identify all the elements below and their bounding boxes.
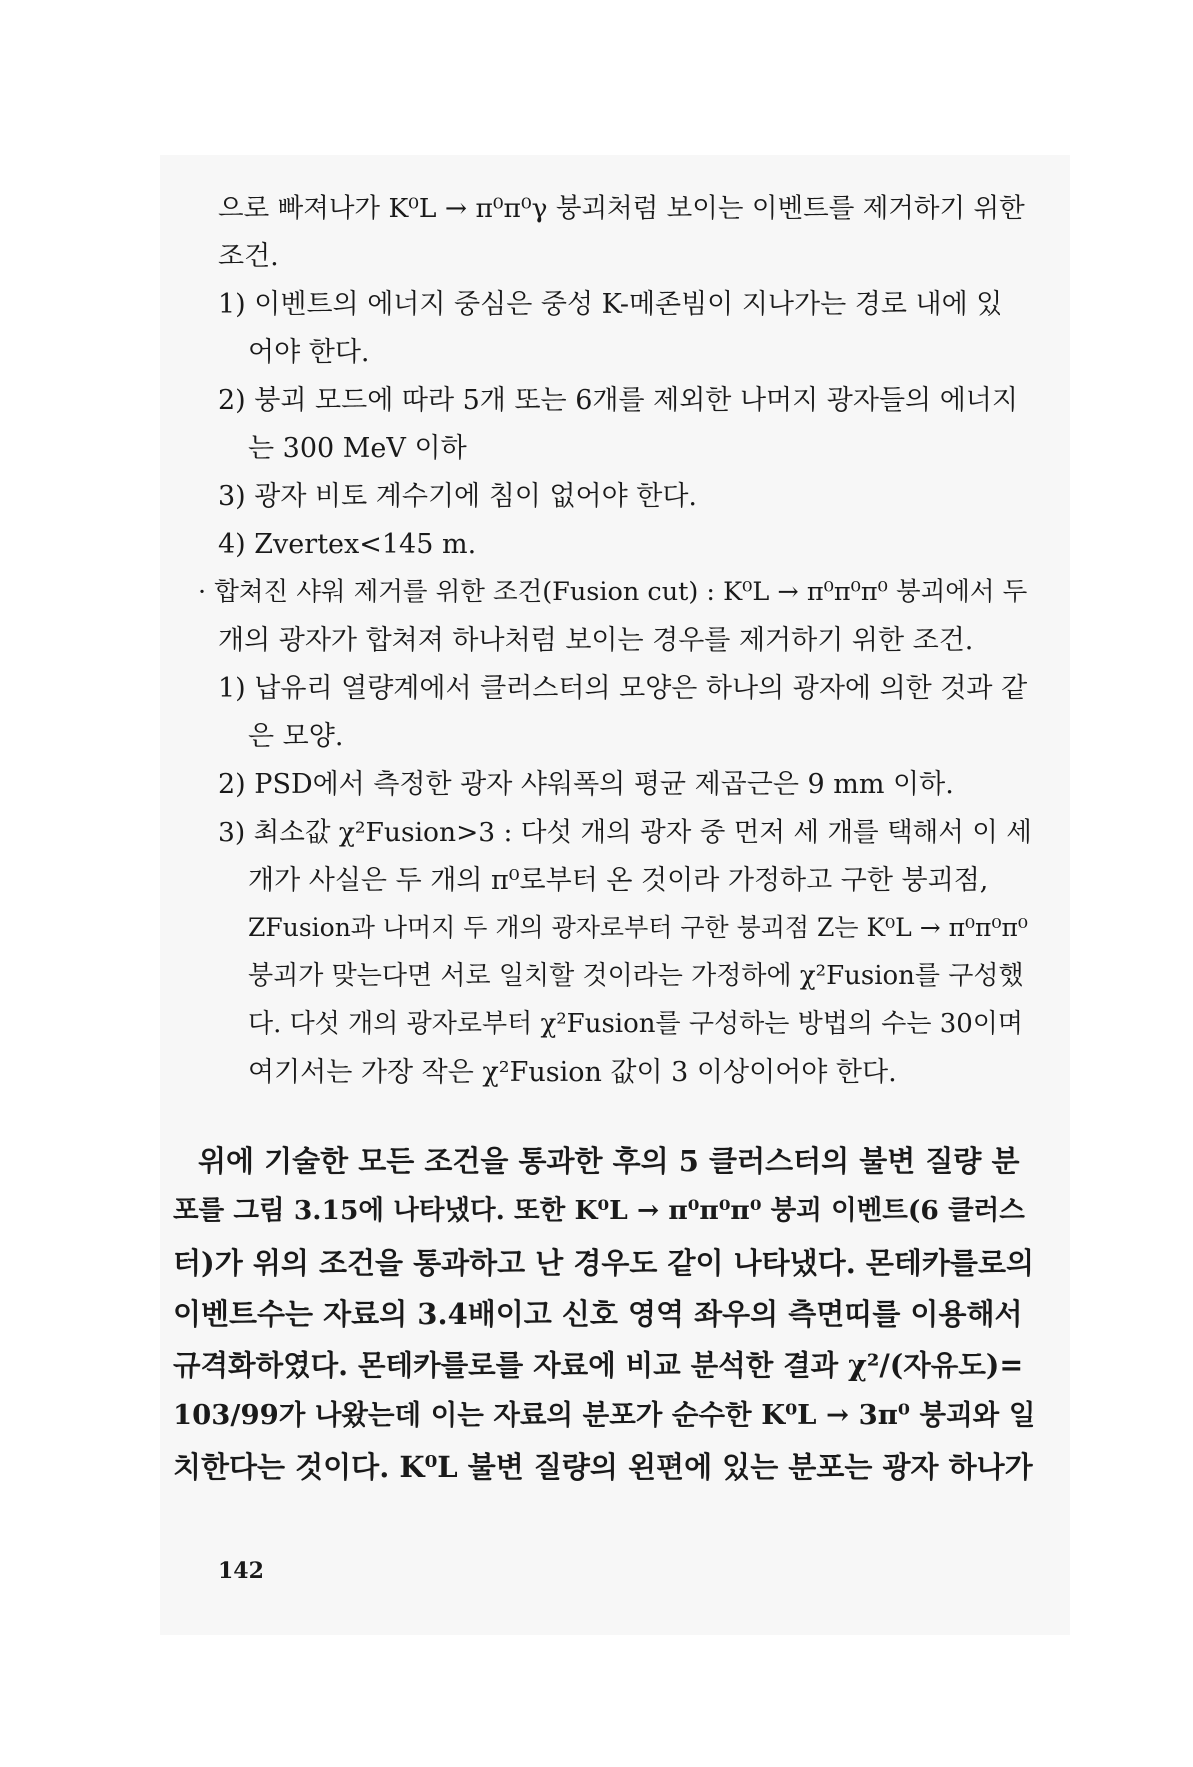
- text-line: 2) 붕괴 모드에 따라 5개 또는 6개를 제외한 나머지 광자들의 에너지: [218, 385, 1018, 416]
- paragraph-line: 이벤트수는 자료의 3.4배이고 신호 영역 좌우의 측면띠를 이용해서: [173, 1297, 1023, 1331]
- text-line: · 합쳐진 샤워 제거를 위한 조건(Fusion cut) : K⁰L → π⁰π⁰π⁰ 붕괴에서 두: [198, 577, 1028, 607]
- page-number: 142: [218, 1558, 264, 1584]
- text-line: 으로 빠져나가 K⁰L → π⁰π⁰γ 붕괴처럼 보이는 이벤트를 제거하기 위한: [218, 193, 1025, 224]
- text-line: 2) PSD에서 측정한 광자 샤워폭의 평균 제곱근은 9 mm 이하.: [218, 769, 954, 800]
- text-line: 다. 다섯 개의 광자로부터 χ²Fusion를 구성하는 방법의 수는 30이며: [248, 1009, 1024, 1039]
- paragraph-line: 터)가 위의 조건을 통과하고 난 경우도 같이 나타냈다. 몬테카를로의: [173, 1246, 1034, 1280]
- paragraph-line: 포를 그림 3.15에 나타냈다. 또한 K⁰L → π⁰π⁰π⁰ 붕괴 이벤트(6 클러스: [173, 1195, 1025, 1226]
- text-line: 어야 한다.: [248, 337, 370, 368]
- text-line: 조건.: [218, 241, 279, 272]
- paragraph-line: 치한다는 것이다. K⁰L 불변 질량의 왼편에 있는 분포는 광자 하나가: [173, 1450, 1033, 1484]
- text-line: 개가 사실은 두 개의 π⁰로부터 온 것이라 가정하고 구한 붕괴점,: [248, 865, 989, 896]
- text-line: 1) 이벤트의 에너지 중심은 중성 K-메존빔이 지나가는 경로 내에 있: [218, 289, 1003, 320]
- text-line: 3) 광자 비토 계수기에 침이 없어야 한다.: [218, 481, 698, 512]
- paragraph-line: 규격화하였다. 몬테카를로를 자료에 비교 분석한 결과 χ²/(자유도)=: [173, 1348, 1024, 1382]
- text-line: 1) 납유리 열량계에서 클러스터의 모양은 하나의 광자에 의한 것과 같: [218, 673, 1028, 704]
- text-line: 은 모양.: [248, 721, 344, 752]
- paragraph-line: 위에 기술한 모든 조건을 통과한 후의 5 클러스터의 불변 질량 분: [198, 1144, 1020, 1178]
- text-line: 여기서는 가장 작은 χ²Fusion 값이 3 이상이어야 한다.: [248, 1057, 897, 1088]
- text-line: 4) Zvertex<145 m.: [218, 529, 477, 560]
- text-line: ZFusion과 나머지 두 개의 광자로부터 구한 붕괴점 Z는 K⁰L → π⁰π⁰π⁰: [248, 913, 1028, 942]
- text-line: 붕괴가 맞는다면 서로 일치할 것이라는 가정하에 χ²Fusion를 구성했: [248, 961, 1024, 991]
- text-line: 3) 최소값 χ²Fusion>3 : 다섯 개의 광자 중 먼저 세 개를 택해서 이 세: [218, 817, 1032, 848]
- text-line: 는 300 MeV 이하: [248, 433, 467, 464]
- paragraph-line: 103/99가 나왔는데 이는 자료의 분포가 순수한 K⁰L → 3π⁰ 붕괴와 일: [173, 1399, 1036, 1431]
- text-line: 개의 광자가 합쳐져 하나처럼 보이는 경우를 제거하기 위한 조건.: [218, 625, 974, 656]
